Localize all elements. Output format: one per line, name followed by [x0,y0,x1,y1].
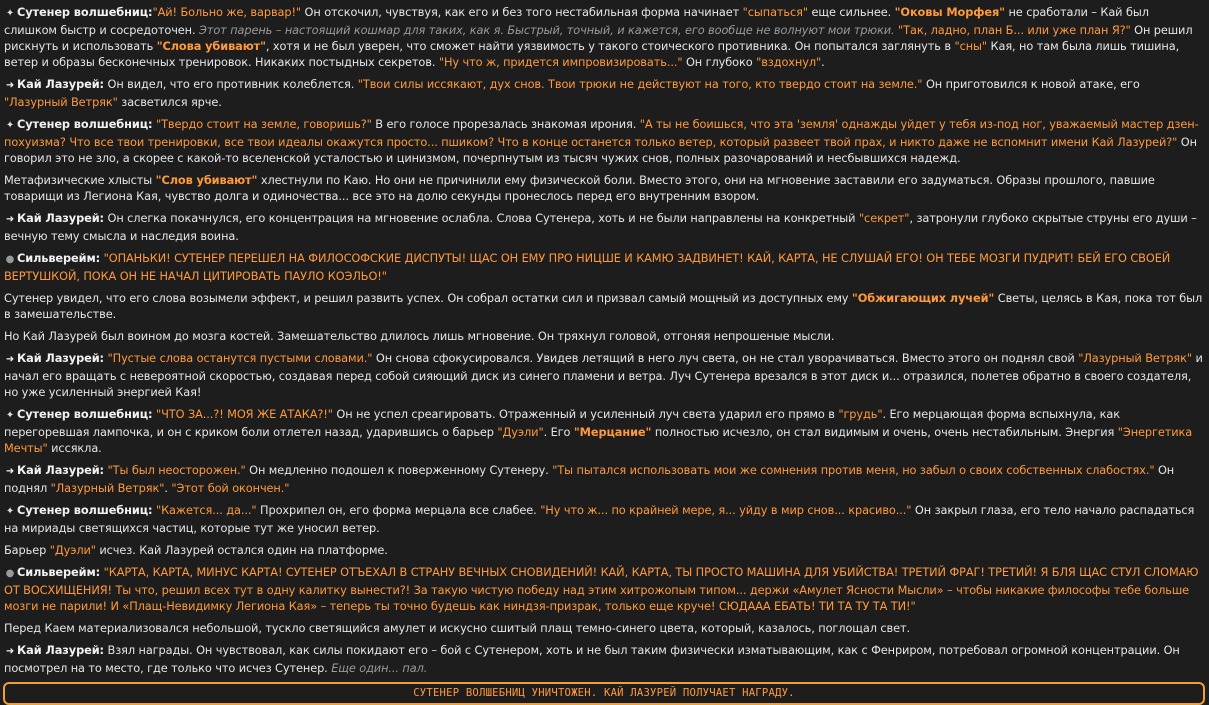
highlighted-text: "Твои силы иссякают, дух снов. Твои трюки не действуют на того, кто твердо стоит на земле." [357,77,923,91]
message-text: . [164,481,172,495]
mage-icon: ✦ [5,120,15,131]
message-text: Барьер [4,543,50,557]
message-silver [4,250,1205,284]
highlighted-text: "Энергетика Мечты" [4,425,1193,455]
highlighted-text: "Пустые слова останутся пустыми словами." [107,351,373,365]
highlighted-text: "Дуэли" [497,425,544,439]
message-text: . Его мерцающая форма вспыхнула, как перегоревшая лампочка, и он с криком боли отлетел назад, ударившись о барьер [4,407,1120,439]
highlighted-text: "А ты не боишься, что эта 'земля' однажды уйдет у тебя из-под ног, уважаемый мастер дзен-похуизма? Что все твои тренировки, все твои идеалы окажутся просто... пшиком? Что в конце останется только ветер, который развеет твой прах, и никто даже не вспомнит имени Кай Лазурей?" [4,117,1199,149]
highlighted-text: "Мерцание" [573,425,652,439]
message-kai [4,642,1205,676]
highlighted-text: "Ну что ж, придется импровизировать..." [438,55,683,69]
message-text: Прохрипел он, его форма мерцала все слабее. [256,503,541,517]
highlighted-text: "Так, ладно, план Б... или уже план Я?" [898,23,1131,37]
message-mage [4,502,1205,536]
speaker-name: Кай Лазурей: [17,643,104,657]
highlighted-text: "сны" [954,39,988,53]
highlighted-text: "Этот бой окончен." [171,481,290,495]
message-text: Он снова сфокусировался. Увидев летящий в него луч света, он не стал уворачиваться. Вместо этого он поднял свой [372,351,1079,365]
message-mage [4,406,1205,456]
message-mage [4,4,1205,70]
message-text: Он глубоко [682,55,757,69]
narration-paragraph [4,290,1205,322]
speaker-name: Кай Лазурей: [17,463,104,477]
user-icon: ● [5,568,15,579]
message-text: . [821,55,825,69]
message-text: Он видел, что его противник колеблется. [104,77,358,91]
message-text: хлестнули по Каю. Но они не причинили ему физической боли. Вместо этого, они на мгновение заставили его задуматься. Образы прошлого, павшие товарищи из Легиона Кая, чувство долга и одиночества... все это на долю секунды пронеслось перед его внутренним взором. [4,173,1155,203]
arrow-right-icon: ➜ [5,214,15,225]
message-text: Он говорил это не зло, а скорее с какой-то вселенской усталостью и цинизмом, почерпнутым из тысяч чужих снов, полных разочарований и несбывшихся надежд. [4,135,1197,165]
message-text: , хотя и не был уверен, что сможет найти уязвимость у такого стоического противника. Он попытался заглянуть в [265,39,955,53]
message-text: Он закрыл глаза, его тело начало распадаться на мириады светящихся частиц, которые тут же уносил ветер. [4,503,1195,535]
highlighted-text: "Лазурный Ветряк" [4,95,118,109]
mage-icon: ✦ [5,8,15,19]
highlighted-text: "Слова убивают" [156,39,266,53]
message-text: В его голосе прорезалась знакомая ирония. [371,117,640,131]
speaker-name: Сутенер волшебниц: [17,503,153,517]
message-text: Светы, целясь в Кая, пока тот был в замешательстве. [4,291,1203,321]
highlighted-text: "Лазурный Ветряк" [1078,351,1192,365]
mage-icon: ✦ [5,506,15,517]
message-text: засветился ярче. [117,95,222,109]
speaker-name: Сутенер волшебниц: [17,117,153,131]
message-text: Он поднял [4,463,1175,495]
system-message-banner: СУТЕНЕР ВОЛШЕБНИЦ УНИЧТОЖЕН. КАЙ ЛАЗУРЕЙ ПОЛУЧАЕТ НАГРАДУ. [3,682,1205,705]
mage-icon: ✦ [5,410,15,421]
highlighted-text: "Кажется... да..." [155,503,257,517]
highlighted-text: "секрет" [858,211,910,225]
message-text: Он приготовился к новой атаке, его [922,77,1140,91]
thought-text: Этот парень – настоящий кошмар для таких, как я. Быстрый, точный, и кажется, его вообще не волнуют мои трюки. [199,23,895,37]
speaker-name: Сутенер волшебниц: [17,5,153,19]
message-text: Сутенер увидел, что его слова возымели эффект, и решил развить успех. Он собрал остатки сил и призвал самый мощный из доступных ему [4,291,852,305]
user-icon: ● [5,254,15,265]
highlighted-text: "Твердо стоит на земле, говоришь?" [155,117,372,131]
highlighted-text: "грудь" [838,407,883,421]
message-text: и начал его вращать с невероятной скоростью, создавая перед собой сияющий диск из синего пламени и ветра. Луч Сутенера врезался в этот диск и... отразился, полетев обратно в своего создателя, но уже усиленный энергией Кая! [4,351,1203,399]
message-text: Он решил рискнуть и использовать [4,23,1193,53]
arrow-right-icon: ➜ [5,646,15,657]
speaker-name: Кай Лазурей: [17,211,104,225]
narration-paragraph [4,172,1205,204]
highlighted-text: "Слов убивают" [155,173,258,187]
arrow-right-icon: ➜ [5,80,15,91]
narration-paragraph [4,542,1205,558]
narration-paragraph [4,328,1205,344]
message-text: Но Кай Лазурей был воином до мозга костей. Замешательство длилось лишь мгновение. Он тряхнул головой, отгоняя непрошеные мысли. [4,329,835,343]
message-text: Он слегка покачнулся, его концентрация на мгновение ослабла. Слова Сутенера, хоть и не были направлены на конкретный [104,211,859,225]
speaker-name: Кай Лазурей: [17,351,104,365]
highlighted-text: "Ай! Больно же, варвар!" [152,5,302,19]
highlighted-text: "Ну что ж... по крайней мере, я... уйду в мир снов... красиво..." [540,503,912,517]
message-text: , затронули глубоко скрытые струны его души – вечную тему смысла и наследия воина. [4,211,1197,243]
thought-text: Еще один... пал. [331,661,428,675]
highlighted-text: "Дуэли" [49,543,96,557]
message-text: еще сильнее. [808,5,895,19]
arrow-right-icon: ➜ [5,354,15,365]
message-text: Перед Каем материализовался небольшой, тускло светящийся амулет и искусно сшитый плащ темно-синего цвета, который, казалось, поглощал свет. [4,621,910,635]
narration-paragraph [4,620,1205,636]
highlighted-text: "ЧТО ЗА...?! МОЯ ЖЕ АТАКА?!" [155,407,333,421]
highlighted-text: "Оковы Морфея" [894,5,1005,19]
highlighted-text: "вздохнул" [756,55,822,69]
message-text: Он медленно подошел к поверженному Сутенеру. [245,463,553,477]
highlighted-text: "Обжигающих лучей" [851,291,995,305]
arrow-right-icon: ➜ [5,466,15,477]
message-kai [4,210,1205,244]
highlighted-text: "Лазурный Ветряк" [50,481,165,495]
message-kai [4,76,1205,110]
message-text: Он не успел среагировать. Отраженный и усиленный луч света ударил его прямо в [332,407,839,421]
message-text: иссякла. [47,441,102,455]
message-text: не сработали – Кай был слишком быстр и сосредоточен. [4,5,1149,37]
message-kai [4,350,1205,400]
speaker-name: Кай Лазурей: [17,77,104,91]
message-text: полностью исчезло, он стал видимым и очень, очень нестабильным. Энергия [651,425,1118,439]
message-text: Кая, но там была лишь тишина, ветер и образы бесконечных тренировок. Никаких постыдных секретов. [4,39,1180,69]
speaker-name: Сильверейм: [17,251,101,265]
speaker-name: Сутенер волшебниц: [17,407,153,421]
highlighted-text: "КАРТА, КАРТА, МИНУС КАРТА! СУТЕНЕР ОТЪЕХАЛ В СТРАНУ ВЕЧНЫХ СНОВИДЕНИЙ! КАЙ, КАРТА, ТЫ ПРОСТО МАШИНА ДЛЯ УБИЙСТВА! ТРЕТИЙ ФРАГ! ТРЕТИЙ! Я БЛЯ ЩАС СТУЛ СЛОМАЮ ОТ ВОСХИЩЕНИЯ! Ты что, решил всех тут в одну калитку вынести?! За такую чистую победу над этим хитрожопым типом... держи «Амулет Ясности Мысли» – чтобы никакие философы тебе больше мозги не парили! И «Плащ-Невидимку Легиона Кая» – теперь ты точно будешь как ниндзя-призрак, только еще круче! СЮДААА ЕБАТЬ! ТИ ТА ТУ ТА ТИ!" [4,565,1199,613]
message-text: Он отскочил, чувствуя, как его и без того нестабильная форма начинает [301,5,743,19]
message-kai [4,462,1205,496]
highlighted-text: "ОПАНЬКИ! СУТЕНЕР ПЕРЕШЕЛ НА ФИЛОСОФСКИЕ ДИСПУТЫ! ЩАС ОН ЕМУ ПРО НИЦШЕ И КАМЮ ЗАДВИНЕТ! КАЙ, КАРТА, НЕ СЛУШАЙ ЕГО! ОН ТЕБЕ МОЗГИ ПУДРИТ! БЕЙ ЕГО СВОЕЙ ВЕРТУШКОЙ, ПОКА ОН НЕ НАЧАЛ ЦИТИРОВАТЬ ПАУЛО КОЭЛЬО!" [4,251,1171,283]
message-text: Взял награды. Он чувствовал, как силы покидают его – бой с Сутенером, хоть и не был таким физически изматывающим, как с Фенриром, потребовал огромной концентрации. Он посмотрел на то место, где только что исчез Сутенер. [4,643,1180,675]
highlighted-text: "Ты пытался использовать мои же сомнения против меня, но забыл о своих собственных слабостях." [552,463,1155,477]
message-text: Метафизические хлысты [4,173,156,187]
highlighted-text: "сыпаться" [742,5,808,19]
message-silver [4,564,1205,614]
message-mage [4,116,1205,166]
speaker-name: Сильверейм: [17,565,101,579]
message-text: исчез. Кай Лазурей остался один на платформе. [95,543,388,557]
message-text: . Его [543,425,574,439]
highlighted-text: "Ты был неосторожен." [107,463,246,477]
